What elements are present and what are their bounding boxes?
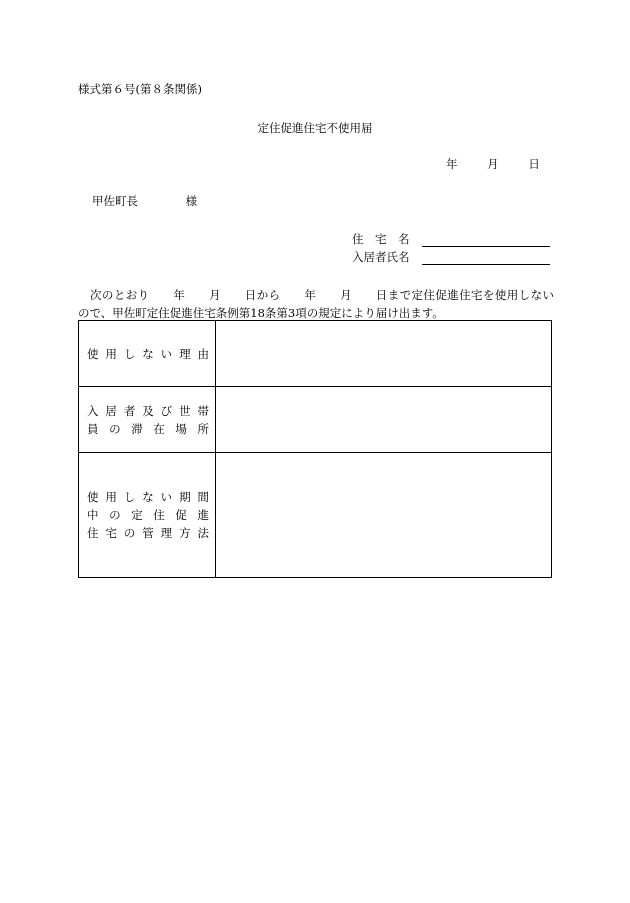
notice-body [78, 286, 554, 322]
resident-name-label: 入居者氏名 [352, 250, 410, 264]
form-number: 様式第６号(第８条関係) [78, 82, 202, 96]
stay-location-input-cell[interactable] [216, 387, 552, 453]
housing-name-input[interactable] [422, 232, 550, 247]
date-line [446, 156, 540, 172]
addressee-name: 甲佐町長 [92, 194, 138, 208]
stay-location-label-cell [79, 387, 216, 453]
reason-label-cell [79, 321, 216, 387]
table-row [79, 387, 552, 453]
reason-label: 使用しない理由 [87, 346, 209, 361]
date-year-label: 年 [446, 157, 458, 171]
stay-location-label-line-2: 員の滞在場所 [87, 421, 209, 436]
resident-name-input[interactable] [422, 250, 550, 265]
page-title: 定住促進住宅不使用届 [257, 121, 373, 135]
housing-name-field [352, 231, 550, 247]
stay-location-label-line-1: 入居者及び世帯 [87, 403, 209, 418]
notice-body-line-1: 次のとおり 年 月 日から 年 月 日まで定住促進住宅を使用しない [90, 288, 554, 302]
details-table [78, 320, 552, 578]
management-method-label-line-2: 中の定住促進 [87, 508, 209, 522]
notice-body-line-2: ので、甲佐町定住促進住宅条例第18条第3項の規定により届け出ます。 [78, 306, 444, 320]
management-method-label-line-3: 住宅の管理方法 [87, 526, 209, 540]
table-row [79, 321, 552, 387]
date-month-label: 月 [487, 157, 499, 171]
housing-name-label: 住 宅 名 [352, 232, 410, 246]
management-method-input-cell[interactable] [216, 453, 552, 578]
addressee [92, 193, 197, 209]
table-row [79, 453, 552, 578]
reason-input-cell[interactable] [216, 321, 552, 387]
date-day-label: 日 [528, 157, 540, 171]
resident-name-field [352, 249, 550, 265]
management-method-label-cell [79, 453, 216, 578]
addressee-honorific: 様 [185, 194, 198, 208]
management-method-label-line-1: 使用しない期間 [87, 490, 209, 504]
